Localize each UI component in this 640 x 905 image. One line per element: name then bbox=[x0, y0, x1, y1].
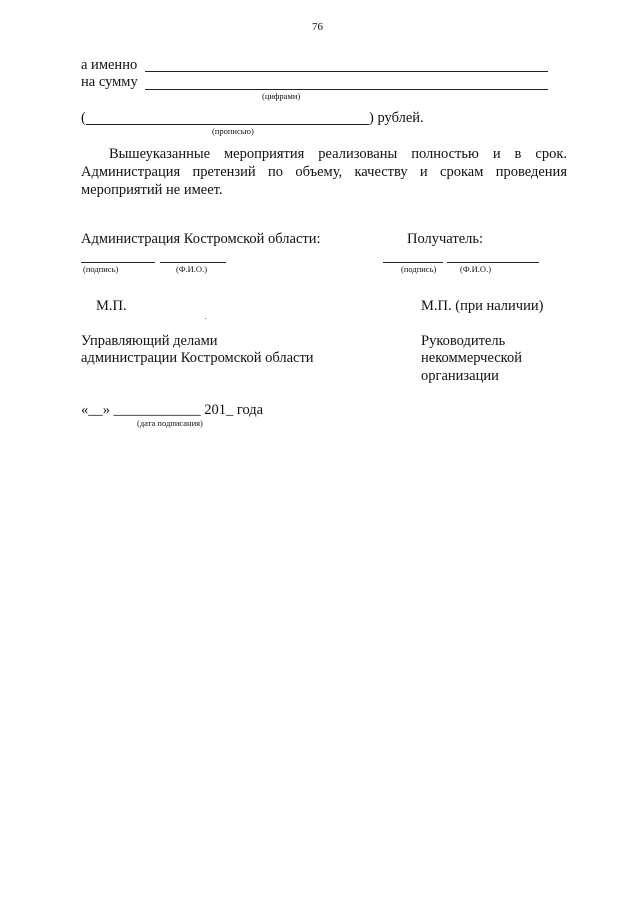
namely-label: а именно bbox=[81, 57, 138, 73]
date-hint: (дата подписания) bbox=[137, 418, 203, 428]
statement-paragraph bbox=[81, 145, 567, 199]
date-open-quote: « bbox=[81, 402, 89, 418]
left-name-field[interactable] bbox=[160, 262, 226, 263]
left-position-line-2: администрации Костромской области bbox=[81, 350, 314, 366]
left-signature-hint: (подпись) bbox=[83, 264, 119, 274]
right-party-title: Получатель: bbox=[407, 231, 484, 247]
page-number: 76 bbox=[312, 21, 323, 33]
statement-line-2: Администрация претензий по объему, качеству и срокам проведения bbox=[81, 164, 567, 180]
amount-digits-field[interactable] bbox=[145, 89, 548, 90]
speck bbox=[205, 318, 206, 319]
words-hint: (прописью) bbox=[212, 126, 254, 136]
date-year-text: 201_ года bbox=[204, 402, 264, 418]
left-seal-label: М.П. bbox=[96, 298, 127, 314]
right-seal-label: М.П. (при наличии) bbox=[421, 298, 544, 314]
open-paren: ( bbox=[81, 110, 86, 126]
right-name-hint: (Ф.И.О.) bbox=[460, 264, 492, 274]
amount-words-field[interactable] bbox=[86, 124, 369, 125]
right-name-field[interactable] bbox=[447, 262, 539, 263]
statement-line-3: мероприятий не имеет. bbox=[81, 182, 223, 198]
right-position-line-3: организации bbox=[421, 368, 499, 384]
date-month-field[interactable]: ____________ bbox=[113, 402, 201, 418]
left-name-hint: (Ф.И.О.) bbox=[176, 264, 208, 274]
left-party-title: Администрация Костромской области: bbox=[81, 231, 321, 247]
right-position-line-2: некоммерческой bbox=[421, 350, 522, 366]
left-position-line-1: Управляющий делами bbox=[81, 333, 218, 349]
left-signature-field[interactable] bbox=[81, 262, 155, 263]
amount-label: на сумму bbox=[81, 74, 138, 90]
statement-line-1: Вышеуказанные мероприятия реализованы полностью и в срок. bbox=[109, 146, 567, 162]
right-position-line-1: Руководитель bbox=[421, 333, 506, 349]
date-close-quote: » bbox=[102, 402, 110, 418]
rubles-suffix: ) рублей. bbox=[369, 110, 424, 126]
digits-hint: (цифрами) bbox=[262, 91, 301, 101]
right-signature-hint: (подпись) bbox=[401, 264, 437, 274]
right-signature-field[interactable] bbox=[383, 262, 443, 263]
date-day-field[interactable]: __ bbox=[88, 402, 103, 418]
date-line bbox=[81, 402, 263, 419]
namely-field[interactable] bbox=[145, 71, 548, 72]
